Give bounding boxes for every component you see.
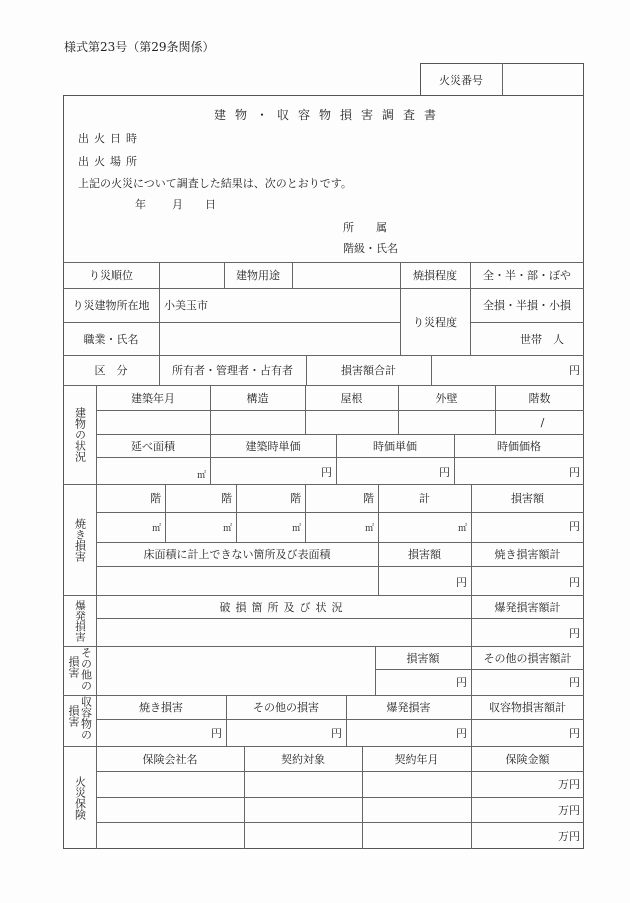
contents-total-header: 収容物損害額計: [489, 701, 566, 714]
structure-field[interactable]: [210, 410, 305, 434]
floor-4-label: 階: [363, 492, 374, 505]
explosion-total-field[interactable]: 円: [569, 627, 580, 640]
damage-total-label: 損害額合計: [341, 364, 396, 377]
category-options[interactable]: 所有者・管理者・占有者: [172, 364, 293, 377]
fire-place-label: 出火場所: [78, 155, 142, 168]
other-damage-label-b: 損害: [67, 656, 80, 678]
exterior-wall-header: 外壁: [435, 391, 458, 405]
form-title: 建物・収容物損害調査書: [214, 108, 446, 122]
market-unit-price-field[interactable]: 円: [439, 466, 450, 479]
insured-amount-field-1[interactable]: 万円: [558, 778, 580, 791]
other-damage-amount-field[interactable]: 円: [456, 676, 467, 689]
floor-3-area-field[interactable]: ㎡: [291, 523, 301, 534]
contents-damage-label-a: 収容物の: [79, 696, 93, 740]
floor-1-label: 階: [150, 492, 161, 505]
contents-total-field[interactable]: 円: [569, 726, 580, 740]
contract-date-field-2[interactable]: [362, 797, 471, 822]
building-use-field[interactable]: [292, 262, 400, 288]
non-floor-area-field[interactable]: [96, 566, 378, 595]
fire-number-field[interactable]: [502, 63, 584, 96]
contract-target-header: 契約対象: [281, 752, 325, 766]
victim-order-field[interactable]: [159, 262, 224, 288]
burn-damage-section-label: 焼き損害: [73, 517, 87, 562]
total-floor-area-header: 延べ面積: [131, 439, 175, 453]
contents-damage-label-b: 損害: [67, 705, 80, 727]
damage-status-field[interactable]: [96, 618, 471, 646]
burn-damage-amount-header: 損害額: [511, 492, 544, 505]
insurer-field-1[interactable]: [96, 771, 244, 797]
contents-damage-section-label: [63, 696, 96, 746]
floor-2-area-field[interactable]: ㎡: [222, 523, 232, 534]
market-unit-price-header: 時価単価: [373, 439, 417, 453]
contents-burn-header: 焼き損害: [139, 701, 183, 714]
other-damage-section-label: [63, 647, 96, 695]
floor-3-label: 階: [290, 492, 301, 505]
burn-damage-amount-field[interactable]: 円: [569, 520, 580, 533]
other-damage-label-a: その他の: [79, 647, 93, 691]
contents-burn-field[interactable]: 円: [211, 726, 222, 740]
contents-explosion-field[interactable]: 円: [456, 726, 467, 740]
floors-field[interactable]: /: [540, 415, 545, 429]
contract-target-field-2[interactable]: [244, 797, 362, 822]
insured-amount-field-2[interactable]: 万円: [558, 803, 580, 817]
build-unit-price-header: 建築時単価: [245, 439, 301, 453]
other-damage-total-header: その他の損害額計: [483, 651, 572, 665]
market-price-header: 時価価格: [497, 439, 541, 453]
insurer-field-3[interactable]: [96, 822, 244, 849]
explosion-total-header: 爆発損害額計: [494, 600, 561, 614]
affiliation-label: 所 属: [343, 221, 387, 234]
building-location-label: り災建物所在地: [72, 299, 150, 312]
victim-degree-label: り災程度: [413, 315, 457, 329]
structure-header: 構造: [246, 391, 269, 405]
date-year-label: 年: [135, 198, 146, 211]
other-damage-description-field[interactable]: [96, 646, 375, 695]
form-id: 様式第23号（第29条関係）: [64, 40, 215, 54]
build-date-header: 建築年月: [131, 391, 175, 405]
insured-amount-field-3[interactable]: 万円: [558, 829, 580, 843]
floor-4-area-field[interactable]: ㎡: [364, 523, 374, 534]
floor-1-area-field[interactable]: ㎡: [151, 523, 161, 534]
building-location-field[interactable]: 小美玉市: [164, 299, 208, 312]
fire-number-label: 火災番号: [439, 73, 483, 87]
other-damage-total-field[interactable]: 円: [569, 676, 580, 689]
building-use-label: 建物用途: [236, 269, 280, 282]
floor-2-label: 階: [221, 492, 232, 505]
building-status-section-label: 建物の状況: [73, 407, 87, 462]
damage-status-header: 破損箇所及び状況: [219, 600, 348, 614]
non-floor-damage-field[interactable]: 円: [456, 576, 467, 589]
burn-degree-options[interactable]: 全・半・部・ぼや: [483, 269, 571, 282]
burn-total-header: 焼き損害額計: [494, 548, 561, 561]
insurer-field-2[interactable]: [96, 797, 244, 822]
contents-other-field[interactable]: 円: [331, 726, 342, 740]
rank-name-label: 階級・氏名: [343, 242, 398, 255]
non-floor-damage-header: 損害額: [408, 548, 441, 561]
statement-text: 上記の火災について調査した結果は、次のとおりです。: [78, 177, 352, 190]
contract-date-header: 契約年月: [394, 752, 439, 766]
build-unit-price-field[interactable]: 円: [321, 466, 332, 479]
date-month-label: 月: [172, 198, 183, 211]
household-count-field[interactable]: 世帯 人: [520, 332, 564, 346]
total-floor-area-field[interactable]: ㎡: [196, 471, 206, 481]
area-total-label: 計: [419, 492, 430, 505]
contract-target-field-1[interactable]: [244, 771, 362, 797]
burn-degree-label: 焼損程度: [413, 269, 457, 282]
contract-date-field-1[interactable]: [362, 771, 471, 797]
insurer-header: 保険会社名: [142, 752, 198, 766]
contents-other-header: その他の損害: [253, 701, 319, 714]
market-price-field[interactable]: 円: [569, 466, 580, 479]
victim-degree-options[interactable]: 全損・半損・小損: [483, 299, 571, 312]
other-damage-amount-header: 損害額: [406, 651, 440, 665]
occupation-name-field[interactable]: [159, 322, 400, 355]
occupation-name-label: 職業・氏名: [83, 332, 139, 346]
roof-header: 屋根: [340, 391, 363, 405]
insured-amount-header: 保険金額: [505, 752, 550, 766]
fire-datetime-label: 出火日時: [78, 132, 142, 145]
date-day-label: 日: [205, 198, 216, 211]
category-label: 区 分: [94, 364, 128, 377]
contract-date-field-3[interactable]: [362, 822, 471, 849]
burn-total-field[interactable]: 円: [569, 576, 580, 589]
build-date-field[interactable]: [96, 410, 210, 434]
floors-header: 階数: [528, 391, 551, 405]
contents-explosion-header: 爆発損害: [386, 701, 431, 714]
fire-insurance-section-label: 火災保険: [73, 775, 87, 820]
contract-target-field-3[interactable]: [244, 822, 362, 849]
victim-order-label: り災順位: [89, 269, 133, 282]
exterior-wall-field[interactable]: [398, 410, 495, 434]
damage-total-field[interactable]: 円: [569, 364, 580, 377]
explosion-damage-section-label: 爆発損害: [74, 599, 87, 642]
non-floor-area-header: 床面積に計上できない箇所及び表面積: [143, 548, 331, 561]
area-total-field[interactable]: ㎡: [457, 523, 467, 534]
roof-field[interactable]: [305, 410, 398, 434]
